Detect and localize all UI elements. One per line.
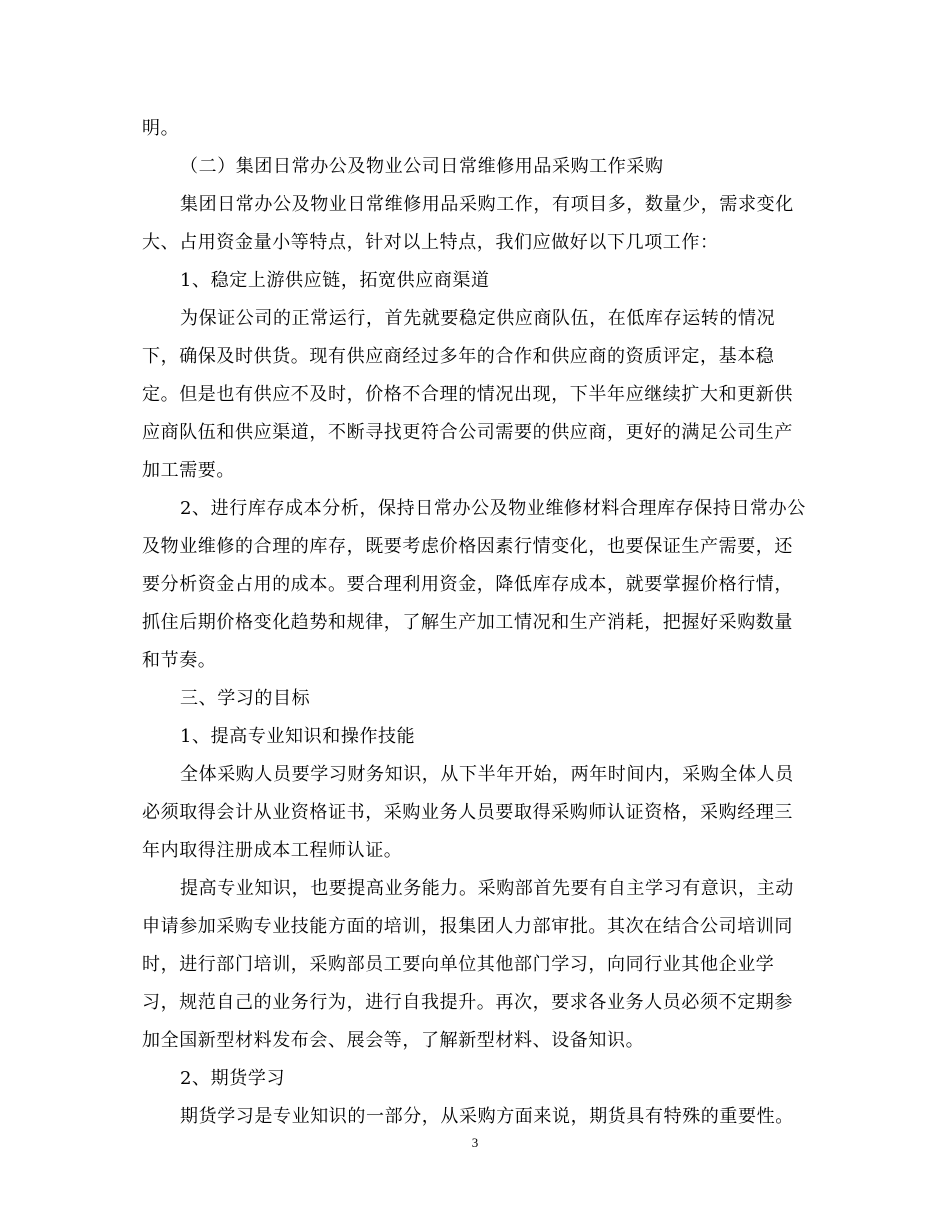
subsection-heading: 2、期货学习 — [180, 1068, 286, 1089]
text-line: 下，确保及时供货。现有供应商经过多年的合作和供应商的资质评定，基本稳 — [142, 346, 775, 367]
text-line: 明。 — [142, 118, 180, 139]
text-line: 提高专业知识，也要提高业务能力。采购部首先要有自主学习有意识，主动 — [180, 878, 794, 899]
text-line: 要分析资金占用的成本。要合理利用资金，降低库存成本，就要掌握价格行情， — [142, 574, 793, 595]
subsection-heading: 1、稳定上游供应链，拓宽供应商渠道 — [180, 270, 490, 291]
text-line: 加全国新型材料发布会、展会等，了解新型材料、设备知识。 — [142, 1030, 645, 1051]
text-line: 定。但是也有供应不及时，价格不合理的情况出现，下半年应继续扩大和更新供 — [142, 384, 793, 405]
section-heading: （二）集团日常办公及物业公司日常维修用品采购工作采购 — [180, 156, 664, 177]
text-line: 和节奏。 — [142, 650, 217, 671]
text-line: 为保证公司的正常运行，首先就要稳定供应商队伍，在低库存运转的情况 — [180, 308, 776, 329]
text-line: 全体采购人员要学习财务知识，从下半年开始，两年时间内，采购全体人员 — [180, 764, 794, 785]
text-line: 应商队伍和供应渠道，不断寻找更符合公司需要的供应商，更好的满足公司生产 — [142, 422, 793, 443]
text-line: 大、占用资金量小等特点，针对以上特点，我们应做好以下几项工作： — [142, 232, 719, 253]
subsection-heading: 2、进行库存成本分析，保持日常办公及物业维修材料合理库存保持日常办公 — [180, 498, 806, 519]
text-line: 集团日常办公及物业日常维修用品采购工作，有项目多，数量少，需求变化 — [180, 194, 794, 215]
text-line: 期货学习是专业知识的一部分，从采购方面来说，期货具有特殊的重要性。 — [180, 1106, 794, 1127]
text-line: 加工需要。 — [142, 460, 235, 481]
text-line: 申请参加采购专业技能方面的培训，报集团人力部审批。其次在结合公司培训同 — [142, 916, 793, 937]
text-line: 习，规范自己的业务行为，进行自我提升。再次，要求各业务人员必须不定期参 — [142, 992, 793, 1013]
text-line: 及物业维修的合理的库存，既要考虑价格因素行情变化，也要保证生产需要，还 — [142, 536, 793, 557]
text-line: 时，进行部门培训，采购部员工要向单位其他部门学习，向同行业其他企业学 — [142, 954, 775, 975]
text-line: 年内取得注册成本工程师认证。 — [142, 840, 403, 861]
page-number: 3 — [471, 1135, 479, 1150]
subsection-heading: 1、提高专业知识和操作技能 — [180, 726, 416, 747]
text-line: 必须取得会计从业资格证书，采购业务人员要取得采购师认证资格，采购经理三 — [142, 802, 793, 823]
section-heading: 三、学习的目标 — [180, 688, 311, 709]
text-line: 抓住后期价格变化趋势和规律，了解生产加工情况和生产消耗，把握好采购数量 — [142, 612, 793, 633]
